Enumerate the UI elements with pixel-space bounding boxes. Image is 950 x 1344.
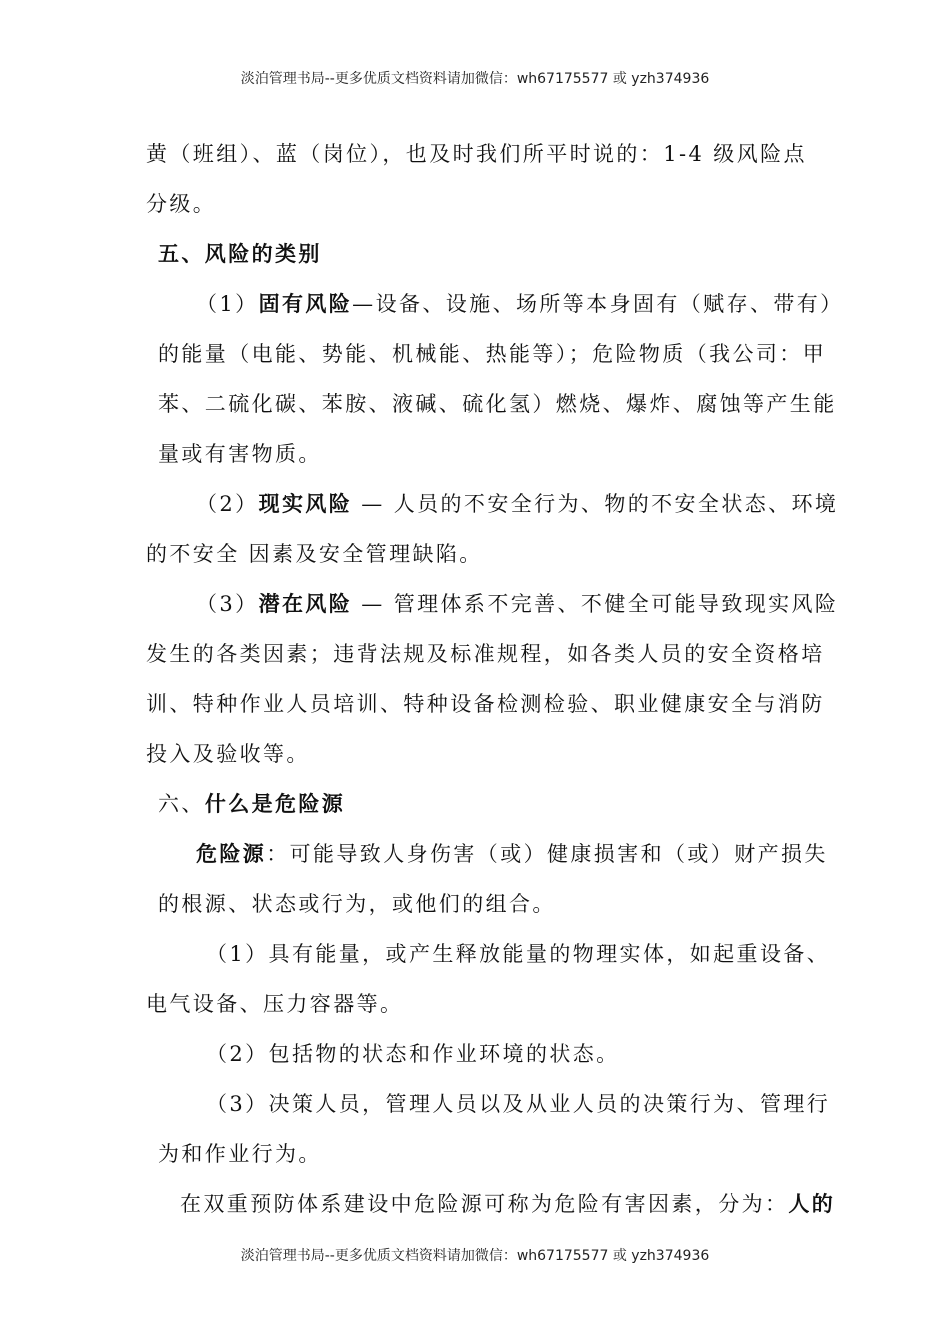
text-line: 投入及验收等。 xyxy=(146,742,310,766)
page-header: 淡泊管理书局--更多优质文档资料请加微信：wh67175577 或 yzh374936 xyxy=(240,71,710,87)
heading-title: 什么是危险源 xyxy=(204,792,346,816)
text-line: 量或有害物质。 xyxy=(158,442,322,466)
item-number: （2） xyxy=(196,492,259,516)
text-span: ：可能导致人身伤害（或）健康损害和（或）财产损失 xyxy=(266,842,828,866)
text-span: 在双重预防体系建设中危险源可称为危险有害因素，分为： xyxy=(180,1192,789,1216)
list-item-1: （1）具有能量，或产生释放能量的物理实体，如起重设备、 xyxy=(206,942,831,966)
page-footer: 淡泊管理书局--更多优质文档资料请加微信：wh67175577 或 yzh374936 xyxy=(240,1248,710,1264)
list-item-2: （2）包括物的状态和作业环境的状态。 xyxy=(206,1042,620,1066)
text-span: — 管理体系不完善、不健全可能导致现实风险 xyxy=(352,592,839,616)
text-line-last xyxy=(180,1188,835,1218)
heading-number: 六、 xyxy=(158,792,205,816)
text-span: — 人员的不安全行为、物的不安全状态、环境 xyxy=(352,492,839,516)
text-line: 为和作业行为。 xyxy=(158,1142,322,1166)
text-span: —设备、设施、场所等本身固有（赋存、带有） xyxy=(352,292,844,316)
text-line: 的能量（电能、势能、机械能、热能等）；危险物质（我公司：甲 xyxy=(158,342,827,366)
paragraph-potential-risk xyxy=(196,588,838,618)
text-line: 电气设备、压力容器等。 xyxy=(146,992,404,1016)
text-line: 的不安全 因素及安全管理缺陷。 xyxy=(146,542,483,566)
term-potential-risk: 潜在风险 xyxy=(258,592,353,616)
term-inherent-risk: 固有风险 xyxy=(258,292,353,316)
term-hazard: 危险源 xyxy=(196,842,267,866)
section-heading-5: 五、风险的类别 xyxy=(158,242,322,266)
term-human: 人的 xyxy=(788,1192,836,1216)
text-line: 发生的各类因素；违背法规及标准规程，如各类人员的安全资格培 xyxy=(146,642,825,666)
definition-hazard xyxy=(196,838,828,868)
text-line: 分级。 xyxy=(146,192,217,216)
text-line: 训、特种作业人员培训、特种设备检测检验、职业健康安全与消防 xyxy=(146,692,825,716)
text-line: 苯、二硫化碳、苯胺、液碱、硫化氢）燃烧、爆炸、腐蚀等产生能 xyxy=(158,392,837,416)
section-heading-6 xyxy=(158,788,345,818)
list-item-3: （3）决策人员，管理人员以及从业人员的决策行为、管理行 xyxy=(206,1092,831,1116)
item-number: （1） xyxy=(196,292,259,316)
paragraph-actual-risk xyxy=(196,488,838,518)
term-actual-risk: 现实风险 xyxy=(258,492,353,516)
item-number: （3） xyxy=(196,592,259,616)
text-line: 的根源、状态或行为，或他们的组合。 xyxy=(158,892,556,916)
paragraph-inherent-risk xyxy=(196,288,844,318)
text-line: 黄（班组）、蓝（岗位），也及时我们所平时说的：1-4 级风险点 xyxy=(146,142,807,166)
